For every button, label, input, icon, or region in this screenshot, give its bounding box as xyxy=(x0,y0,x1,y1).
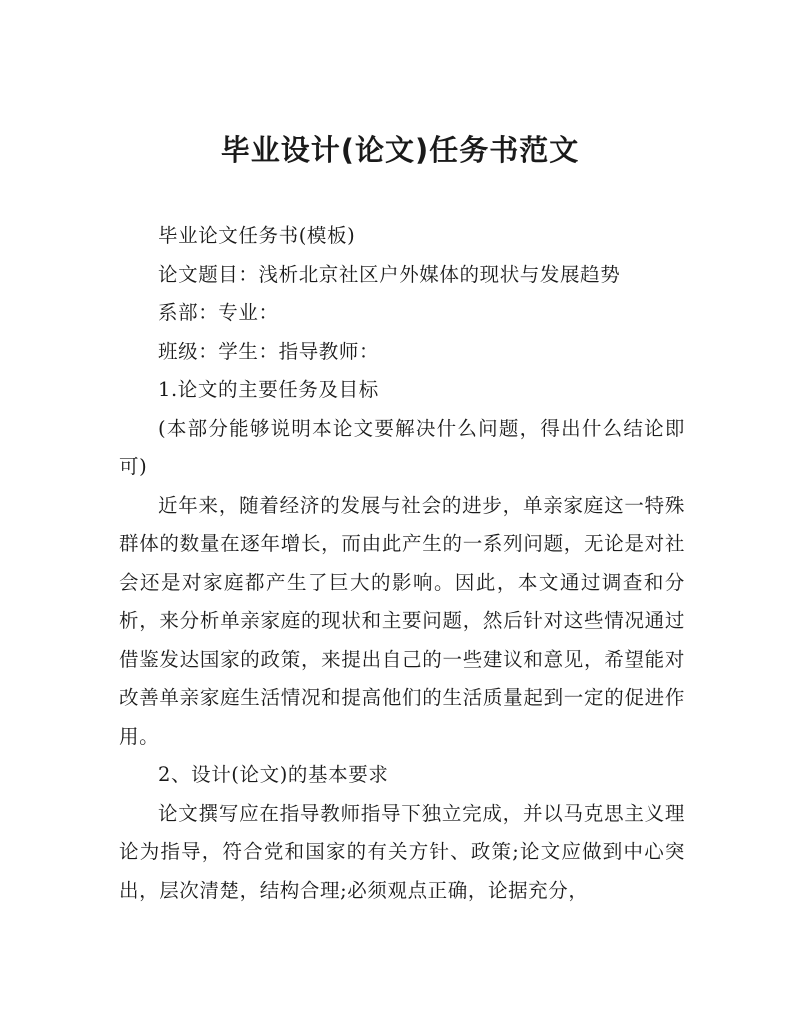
body-paragraph: 论文撰写应在指导教师指导下独立完成，并以马克思主义理论为指导，符合党和国家的有关方针、政策;论文应做到中心突出，层次清楚，结构合理;必须观点正确，论据充分， xyxy=(119,801,685,902)
class-student-advisor-line: 班级：学生：指导教师： xyxy=(158,339,380,363)
thesis-topic-line: 论文题目：浅析北京社区户外媒体的现状与发展趋势 xyxy=(158,262,621,286)
body-paragraph: 近年来，随着经济的发展与社会的进步，单亲家庭这一特殊群体的数量在逐年增长，而由此产生的一系列问题，无论是对社会还是对家庭都产生了巨大的影响。因此，本文通过调查和分析，来分析单亲家庭的现状和主要问题，然后针对这些情况通过借鉴发达国家的政策，来提出自己的一些建议和意见，希望能对改善单亲家庭生活情况和提高他们的生活质量起到一定的促进作用。 xyxy=(119,493,685,748)
department-major-line: 系部：专业： xyxy=(158,301,279,324)
template-heading: 毕业论文任务书(模板) xyxy=(158,224,356,247)
section-heading-requirements: 2、设计(论文)的基本要求 xyxy=(158,763,389,786)
section-heading-tasks: 1.论文的主要任务及目标 xyxy=(158,378,379,401)
document-body xyxy=(119,217,685,910)
document-title: 毕业设计(论文)任务书范文 xyxy=(220,133,580,167)
section-note: (本部分能够说明本论文要解决什么问题，得出什么结论即可) xyxy=(119,416,685,478)
